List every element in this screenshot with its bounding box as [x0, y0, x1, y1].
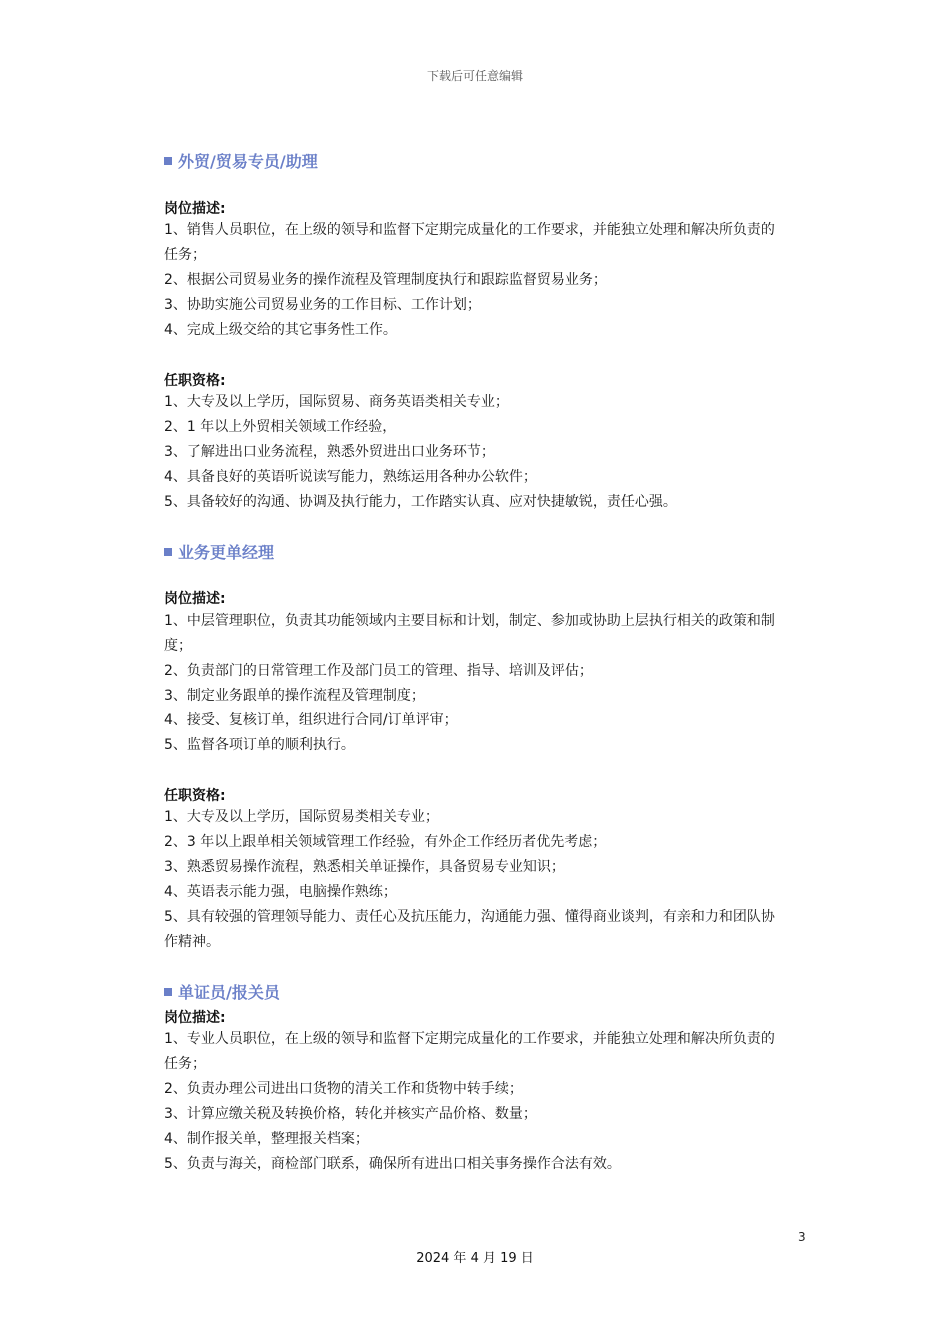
list-item: 1、专业人员职位，在上级的领导和监督下定期完成量化的工作要求，并能独立处理和解决所负责的任务； [164, 1031, 775, 1072]
list-item: 5、具备较好的沟通、协调及执行能力，工作踏实认真、应对快捷敏锐，责任心强。 [164, 494, 677, 510]
list-item: 3、制定业务跟单的操作流程及管理制度； [164, 688, 425, 704]
list-item: 2、根据公司贸易业务的操作流程及管理制度执行和跟踪监督贸易业务； [164, 272, 607, 288]
square-bullet-icon [164, 548, 172, 556]
square-bullet-icon [164, 157, 172, 165]
qualifications-label: 任职资格: [164, 788, 226, 804]
page-number: 3 [798, 1230, 806, 1244]
job-description-label: 岗位描述: [164, 1010, 226, 1026]
list-item: 2、1 年以上外贸相关领域工作经验， [164, 419, 397, 435]
job-description-label: 岗位描述: [164, 201, 226, 217]
list-item: 1、大专及以上学历，国际贸易、商务英语类相关专业； [164, 394, 509, 410]
qualifications-label: 任职资格: [164, 373, 226, 389]
list-item: 2、3 年以上跟单相关领域管理工作经验，有外企工作经历者优先考虑； [164, 834, 607, 850]
section-title-trade-specialist [164, 149, 318, 172]
list-item: 5、负责与海关，商检部门联系，确保所有进出口相关事务操作合法有效。 [164, 1156, 621, 1172]
section-title-merchandising-manager [164, 540, 274, 563]
list-item: 3、计算应缴关税及转换价格，转化并核实产品价格、数量； [164, 1106, 537, 1122]
header-note: 下载后可任意编辑 [426, 69, 523, 83]
list-item: 4、完成上级交给的其它事务性工作。 [164, 322, 397, 338]
footer-date: 2024 年 4 月 19 日 [416, 1251, 534, 1266]
list-item: 3、协助实施公司贸易业务的工作目标、工作计划； [164, 297, 481, 313]
list-item: 4、具备良好的英语听说读写能力，熟练运用各种办公软件； [164, 469, 537, 485]
list-item: 3、了解进出口业务流程，熟悉外贸进出口业务环节； [164, 444, 495, 460]
list-item: 4、英语表示能力强，电脑操作熟练； [164, 884, 397, 900]
list-item: 1、大专及以上学历，国际贸易类相关专业； [164, 809, 439, 825]
section-title-text: 业务更单经理 [178, 543, 275, 562]
job-description-label: 岗位描述: [164, 591, 226, 607]
list-item: 1、中层管理职位，负责其功能领域内主要目标和计划，制定、参加或协助上层执行相关的政策和制度； [164, 613, 775, 654]
list-item: 5、监督各项订单的顺利执行。 [164, 737, 355, 753]
list-item: 3、熟悉贸易操作流程，熟悉相关单证操作，具备贸易专业知识； [164, 859, 565, 875]
list-item: 4、接受、复核订单，组织进行合同/订单评审； [164, 712, 458, 728]
list-item: 2、负责办理公司进出口货物的清关工作和货物中转手续； [164, 1081, 523, 1097]
section-title-text: 外贸/贸易专员/助理 [178, 152, 318, 171]
list-item: 4、制作报关单，整理报关档案； [164, 1131, 369, 1147]
list-item: 1、销售人员职位，在上级的领导和监督下定期完成量化的工作要求，并能独立处理和解决所负责的任务； [164, 222, 775, 263]
list-item: 5、具有较强的管理领导能力、责任心及抗压能力，沟通能力强、懂得商业谈判，有亲和力和团队协作精神。 [164, 909, 775, 950]
square-bullet-icon [164, 988, 172, 996]
section-title-documentation-clerk [164, 980, 280, 1003]
list-item: 2、负责部门的日常管理工作及部门员工的管理、指导、培训及评估； [164, 663, 593, 679]
section-title-text: 单证员/报关员 [178, 983, 280, 1002]
